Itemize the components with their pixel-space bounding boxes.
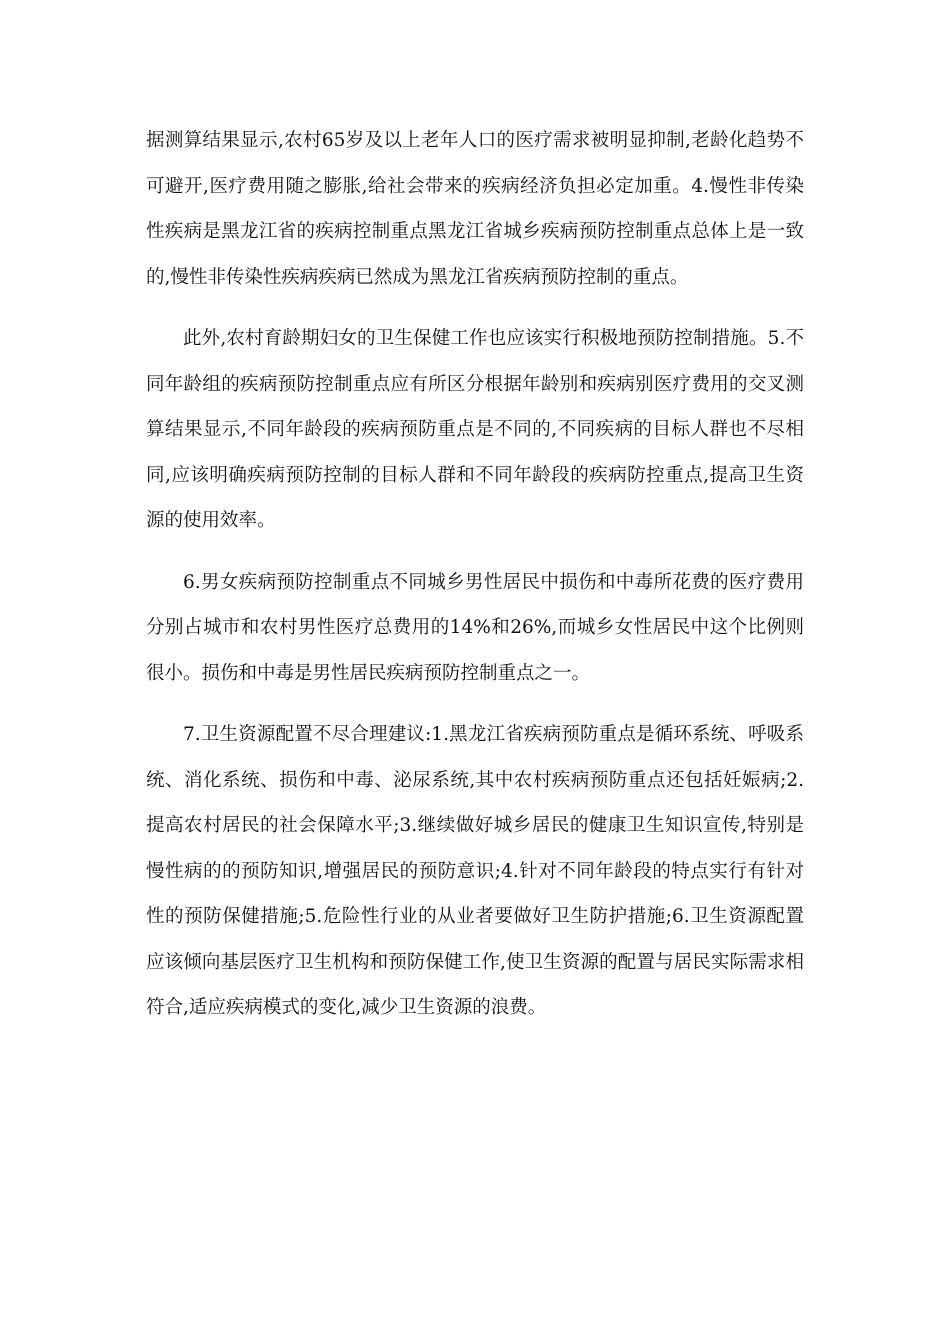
paragraph-1: 据测算结果显示,农村65岁及以上老年人口的医疗需求被明显抑制,老龄化趋势不可避开,医疗费用随之膨胀,给社会带来的疾病经济负担必定加重。4.慢性非传染性疾病是黑龙江省的疾病控制重点黑龙江省城乡疾病预防控制重点总体上是一致的,慢性非传染性疾病疾病已然成为黑龙江省疾病预防控制的重点。 (146, 130, 804, 288)
paragraph-3: 6.男女疾病预防控制重点不同城乡男性居民中损伤和中毒所花费的医疗费用分别占城市和农村男性医疗总费用的14%和26%,而城乡女性居民中这个比例则很小。损伤和中毒是男性居民疾病预防控制重点之一。 (146, 571, 804, 684)
paragraph-2: 此外,农村育龄期妇女的卫生保健工作也应该实行积极地预防控制措施。5.不同年龄组的疾病预防控制重点应有所区分根据年龄别和疾病别医疗费用的交叉测算结果显示,不同年龄段的疾病预防重点是不同的,不同疾病的目标人群也不尽相同,应该明确疾病预防控制的目标人群和不同年龄段的疾病防控重点,提高卫生资源的使用效率。 (146, 328, 804, 531)
document-body (146, 118, 804, 1047)
paragraph-4: 7.卫生资源配置不尽合理建议:1.黑龙江省疾病预防重点是循环系统、呼吸系统、消化系统、损伤和中毒、泌尿系统,其中农村疾病预防重点还包括妊娠病;2.提高农村居民的社会保障水平;3.继续做好城乡居民的健康卫生知识宣传,特别是慢性病的的预防知识,增强居民的预防意识;4.针对不同年龄段的特点实行有针对性的预防保健措施;5.危险性行业的从业者要做好卫生防护措施;6.卫生资源配置应该倾向基层医疗卫生机构和预防保健工作,使卫生资源的配置与居民实际需求相符合,适应疾病模式的变化,减少卫生资源的浪费。 (146, 724, 804, 1018)
